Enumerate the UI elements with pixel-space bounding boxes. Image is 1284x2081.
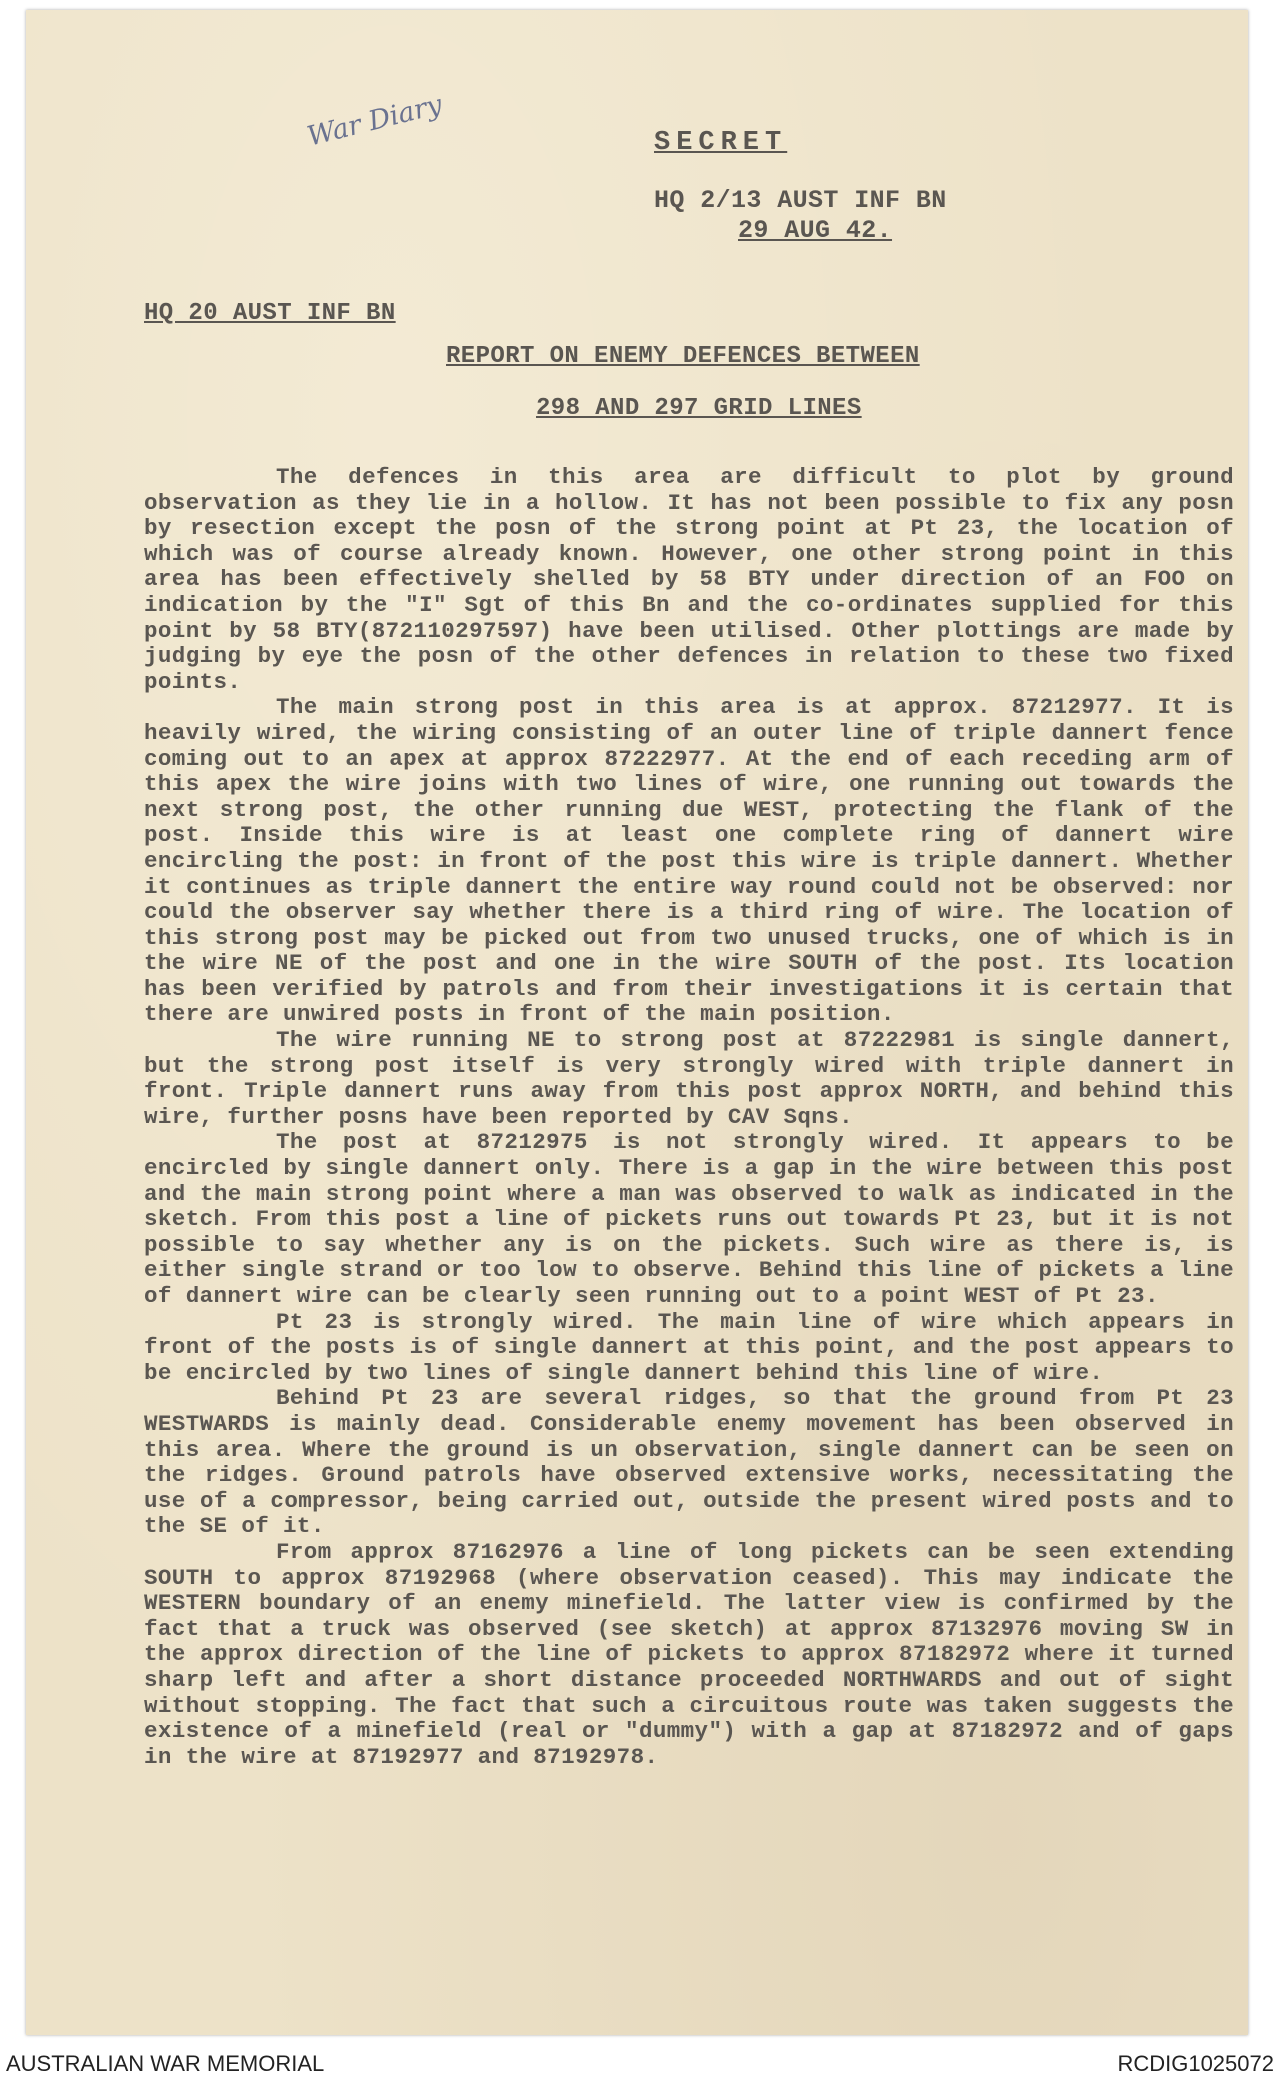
report-date: 29 AUG 42. xyxy=(738,216,893,245)
handwritten-annotation: War Diary xyxy=(304,89,446,153)
document-page xyxy=(26,10,1248,2035)
classification-heading: SECRET xyxy=(654,128,788,158)
archive-footer xyxy=(0,2045,1284,2081)
paragraph-7: From approx 87162976 a line of long pickets can be seen extending SOUTH to approx 87192968 (where observation ceased). This may indicate the WESTERN boundary of an enemy minefield. The latter view is confirmed by the fact that a truck was observed (see sketch) at approx 87132976 moving SW in the approx direction of the line of pickets to approx 87182972 where it turned sharp left and after a short distance proceeded NORTHWARDS and out of sight without stopping. The fact that such a circuitous route was taken suggests the existence of a minefield (real or "dummy") with a gap at 87182972 and of gaps in the wire at 87192977 and 87192978. xyxy=(144,1538,1234,1770)
addressee: HQ 20 AUST INF BN xyxy=(144,300,396,327)
paragraph-6: Behind Pt 23 are several ridges, so that the ground from Pt 23 WESTWARDS is mainly dead. Considerable enemy movement has been observed in this area. Where the ground is un observation, single dannert can be seen on the ridges. Ground patrols have observed extensive works, necessitating the use of a compressor, being carried out, outside the present wired posts and to the SE of it. xyxy=(144,1385,1234,1540)
sender-unit: HQ 2/13 AUST INF BN xyxy=(654,186,947,215)
paragraph-1: The defences in this area are difficult to plot by ground observation as they lie in a hollow. It has not been possible to fix any posn by resection except the posn of the strong point at Pt 23, the location of which was of course already known. However, one other strong point in this area has been effectively shelled by 58 BTY under direction of an FOO on indication by the "I" Sgt of this Bn and the co-ordinates supplied for this point by 58 BTY(872110297597) have been utilised. Other plottings are made by judging by eye the posn of the other defences in relation to these two fixed points. xyxy=(144,464,1234,695)
paragraph-2: The main strong post in this area is at approx. 87212977. It is heavily wired, the wiring consisting of an outer line of triple dannert fence coming out to an apex at approx 87222977. At the end of each receding arm of this apex the wire joins with two lines of wire, one running out towards the next strong post, the other running due WEST, protecting the flank of the post. Inside this wire is at least one complete ring of dannert wire encircling the post: in front of the post this wire is triple dannert. Whether it continues as triple dannert the entire way round could not be observed: nor could the observer say whether there is a third ring of wire. The location of this strong post may be picked out from two unused trucks, one of which is in the wire NE of the post and one in the wire SOUTH of the post. Its location has been verified by patrols and from their investigations it is certain that there are unwired posts in front of the main position. xyxy=(144,694,1234,1028)
report-title-line-1: REPORT ON ENEMY DEFENCES BETWEEN xyxy=(446,343,920,370)
report-title-line-2: 298 AND 297 GRID LINES xyxy=(536,395,862,422)
reference-code: RCDIG1025072 xyxy=(1117,2051,1274,2076)
paragraph-4: The post at 87212975 is not strongly wired. It appears to be encircled by single dannert only. There is a gap in the wire between this post and the main strong point where a man was observed to walk as indicated in the sketch. From this post a line of pickets runs out towards Pt 23, but it is not possible to say whether any is on the pickets. Such wire as there is, is either single strand or too low to observe. Behind this line of pickets a line of dannert wire can be clearly seen running out to a point WEST of Pt 23. xyxy=(144,1129,1234,1309)
paragraph-5: Pt 23 is strongly wired. The main line of wire which appears in front of the posts is of single dannert at this point, and the post appears to be encircled by two lines of single dannert behind this line of wire. xyxy=(144,1308,1234,1386)
institution-label: AUSTRALIAN WAR MEMORIAL xyxy=(6,2051,325,2076)
report-body xyxy=(144,465,1234,1770)
paragraph-3: The wire running NE to strong post at 87222981 is single dannert, but the strong post itself is very strongly wired with triple dannert in front. Triple dannert runs away from this post approx NORTH, and behind this wire, further posns have been reported by CAV Sqns. xyxy=(144,1027,1234,1130)
